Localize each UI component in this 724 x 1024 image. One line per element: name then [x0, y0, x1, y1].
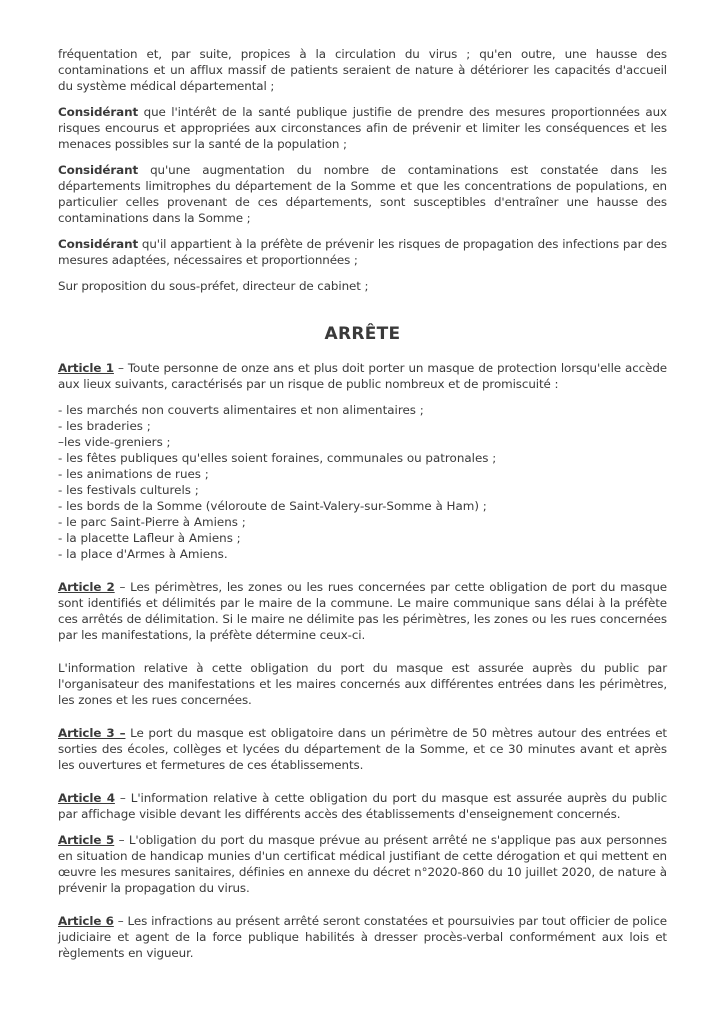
article-4-label: Article 4 — [58, 791, 115, 805]
list-item: - le parc Saint-Pierre à Amiens ; — [58, 515, 246, 529]
article-1-list — [58, 402, 667, 562]
list-item: - les braderies ; — [58, 419, 151, 433]
list-item: - la placette Lafleur à Amiens ; — [58, 531, 241, 545]
considerant-keyword: Considérant — [58, 237, 139, 251]
article-2-label: Article 2 — [58, 580, 115, 594]
list-item: - les marchés non couverts alimentaires et non alimentaires ; — [58, 403, 424, 417]
article-3-label: Article 3 – — [58, 726, 126, 740]
considerant-paragraph-3 — [58, 236, 667, 268]
list-item: - la place d'Armes à Amiens. — [58, 547, 228, 561]
article-2-text: – Les périmètres, les zones ou les rues concernées par cette obligation de port du masque sont identifiés et délimités par le maire de la commune. Le maire communique sans délai à la préfète ces arrêtés de délimitation. Si le maire ne délimite pas les périmètres, les zones ou les rues concernées par les manifestations, la préfète détermine ceux-ci. — [58, 580, 667, 642]
article-6 — [58, 913, 667, 961]
intro-paragraph-0: fréquentation et, par suite, propices à la circulation du virus ; qu'en outre, une hausse des contaminations et un afflux massif de patients seraient de nature à détériorer les capacités d'accueil du système médical départemental ; — [58, 47, 667, 93]
considerant-text: que l'intérêt de la santé publique justifie de prendre des mesures proportionnées aux risques encourus et appropriées aux circonstances afin de prévenir et limiter les conséquences et les menaces possibles sur la santé de la population ; — [58, 105, 667, 151]
article-1 — [58, 360, 667, 392]
article-2 — [58, 579, 667, 643]
article-3-text: Le port du masque est obligatoire dans un périmètre de 50 mètres autour des entrées et sorties des écoles, collèges et lycées du département de la Somme, et ce 30 minutes avant et après les ouvertures et fermetures de ces établissements. — [58, 726, 667, 772]
article-3 — [58, 725, 667, 773]
list-item: - les festivals culturels ; — [58, 483, 199, 497]
article-1-text: – Toute personne de onze ans et plus doit porter un masque de protection lorsqu'elle accède aux lieux suivants, caractérisés par un risque de public nombreux et de promiscuité : — [58, 361, 667, 391]
article-6-label: Article 6 — [58, 914, 114, 928]
considerant-text: qu'une augmentation du nombre de contaminations est constatée dans les départements limitrophes du département de la Somme et que les concentrations de populations, en particulier celles provenant de ces départements, sont susceptibles d'entraîner une hausse des contaminations dans la Somme ; — [58, 163, 667, 225]
arrete-heading: ARRÊTE — [324, 324, 401, 344]
list-item: - les animations de rues ; — [58, 467, 209, 481]
list-item: - les fêtes publiques qu'elles soient foraines, communales ou patronales ; — [58, 451, 497, 465]
list-item: - les bords de la Somme (véloroute de Saint-Valery-sur-Somme à Ham) ; — [58, 499, 487, 513]
article-5 — [58, 832, 667, 896]
article-4-text: – L'information relative à cette obligation du port du masque est assurée auprès du public par affichage visible devant les différents accès des établissements d'enseignement concernés. — [58, 791, 668, 821]
article-5-text: – L'obligation du port du masque prévue au présent arrêté ne s'applique pas aux personnes en situation de handicap munies d'un certificat médical justifiant de cette dérogation et qui mettent en œuvre les mesures sanitaires, définies en annexe du décret n°2020-860 du 10 juillet 2020, de nature à prévenir la propagation du virus. — [58, 833, 668, 895]
article-5-label: Article 5 — [58, 833, 115, 847]
proposition-paragraph: Sur proposition du sous-préfet, directeur de cabinet ; — [58, 279, 369, 293]
list-item: –les vide-greniers ; — [58, 435, 171, 449]
article-1-label: Article 1 — [58, 361, 114, 375]
considerant-keyword: Considérant — [58, 163, 139, 177]
considerant-paragraph-2 — [58, 162, 667, 226]
considerant-paragraph-1 — [58, 104, 667, 152]
considerant-text: qu'il appartient à la préfète de prévenir les risques de propagation des infections par des mesures adaptées, nécessaires et proportionnées ; — [58, 237, 667, 267]
article-2-paragraph-2: L'information relative à cette obligation du port du masque est assurée auprès du public par l'organisateur des manifestations et les maires concernés aux différentes entrées dans les périmètres, les zones et les rues concernées. — [58, 661, 667, 707]
article-4 — [58, 790, 667, 822]
article-6-text: – Les infractions au présent arrêté seront constatées et poursuivies par tout officier de police judiciaire et agent de la force publique habilités à dresser procès-verbal conformément aux lois et règlements en vigueur. — [58, 914, 667, 960]
considerant-keyword: Considérant — [58, 105, 139, 119]
